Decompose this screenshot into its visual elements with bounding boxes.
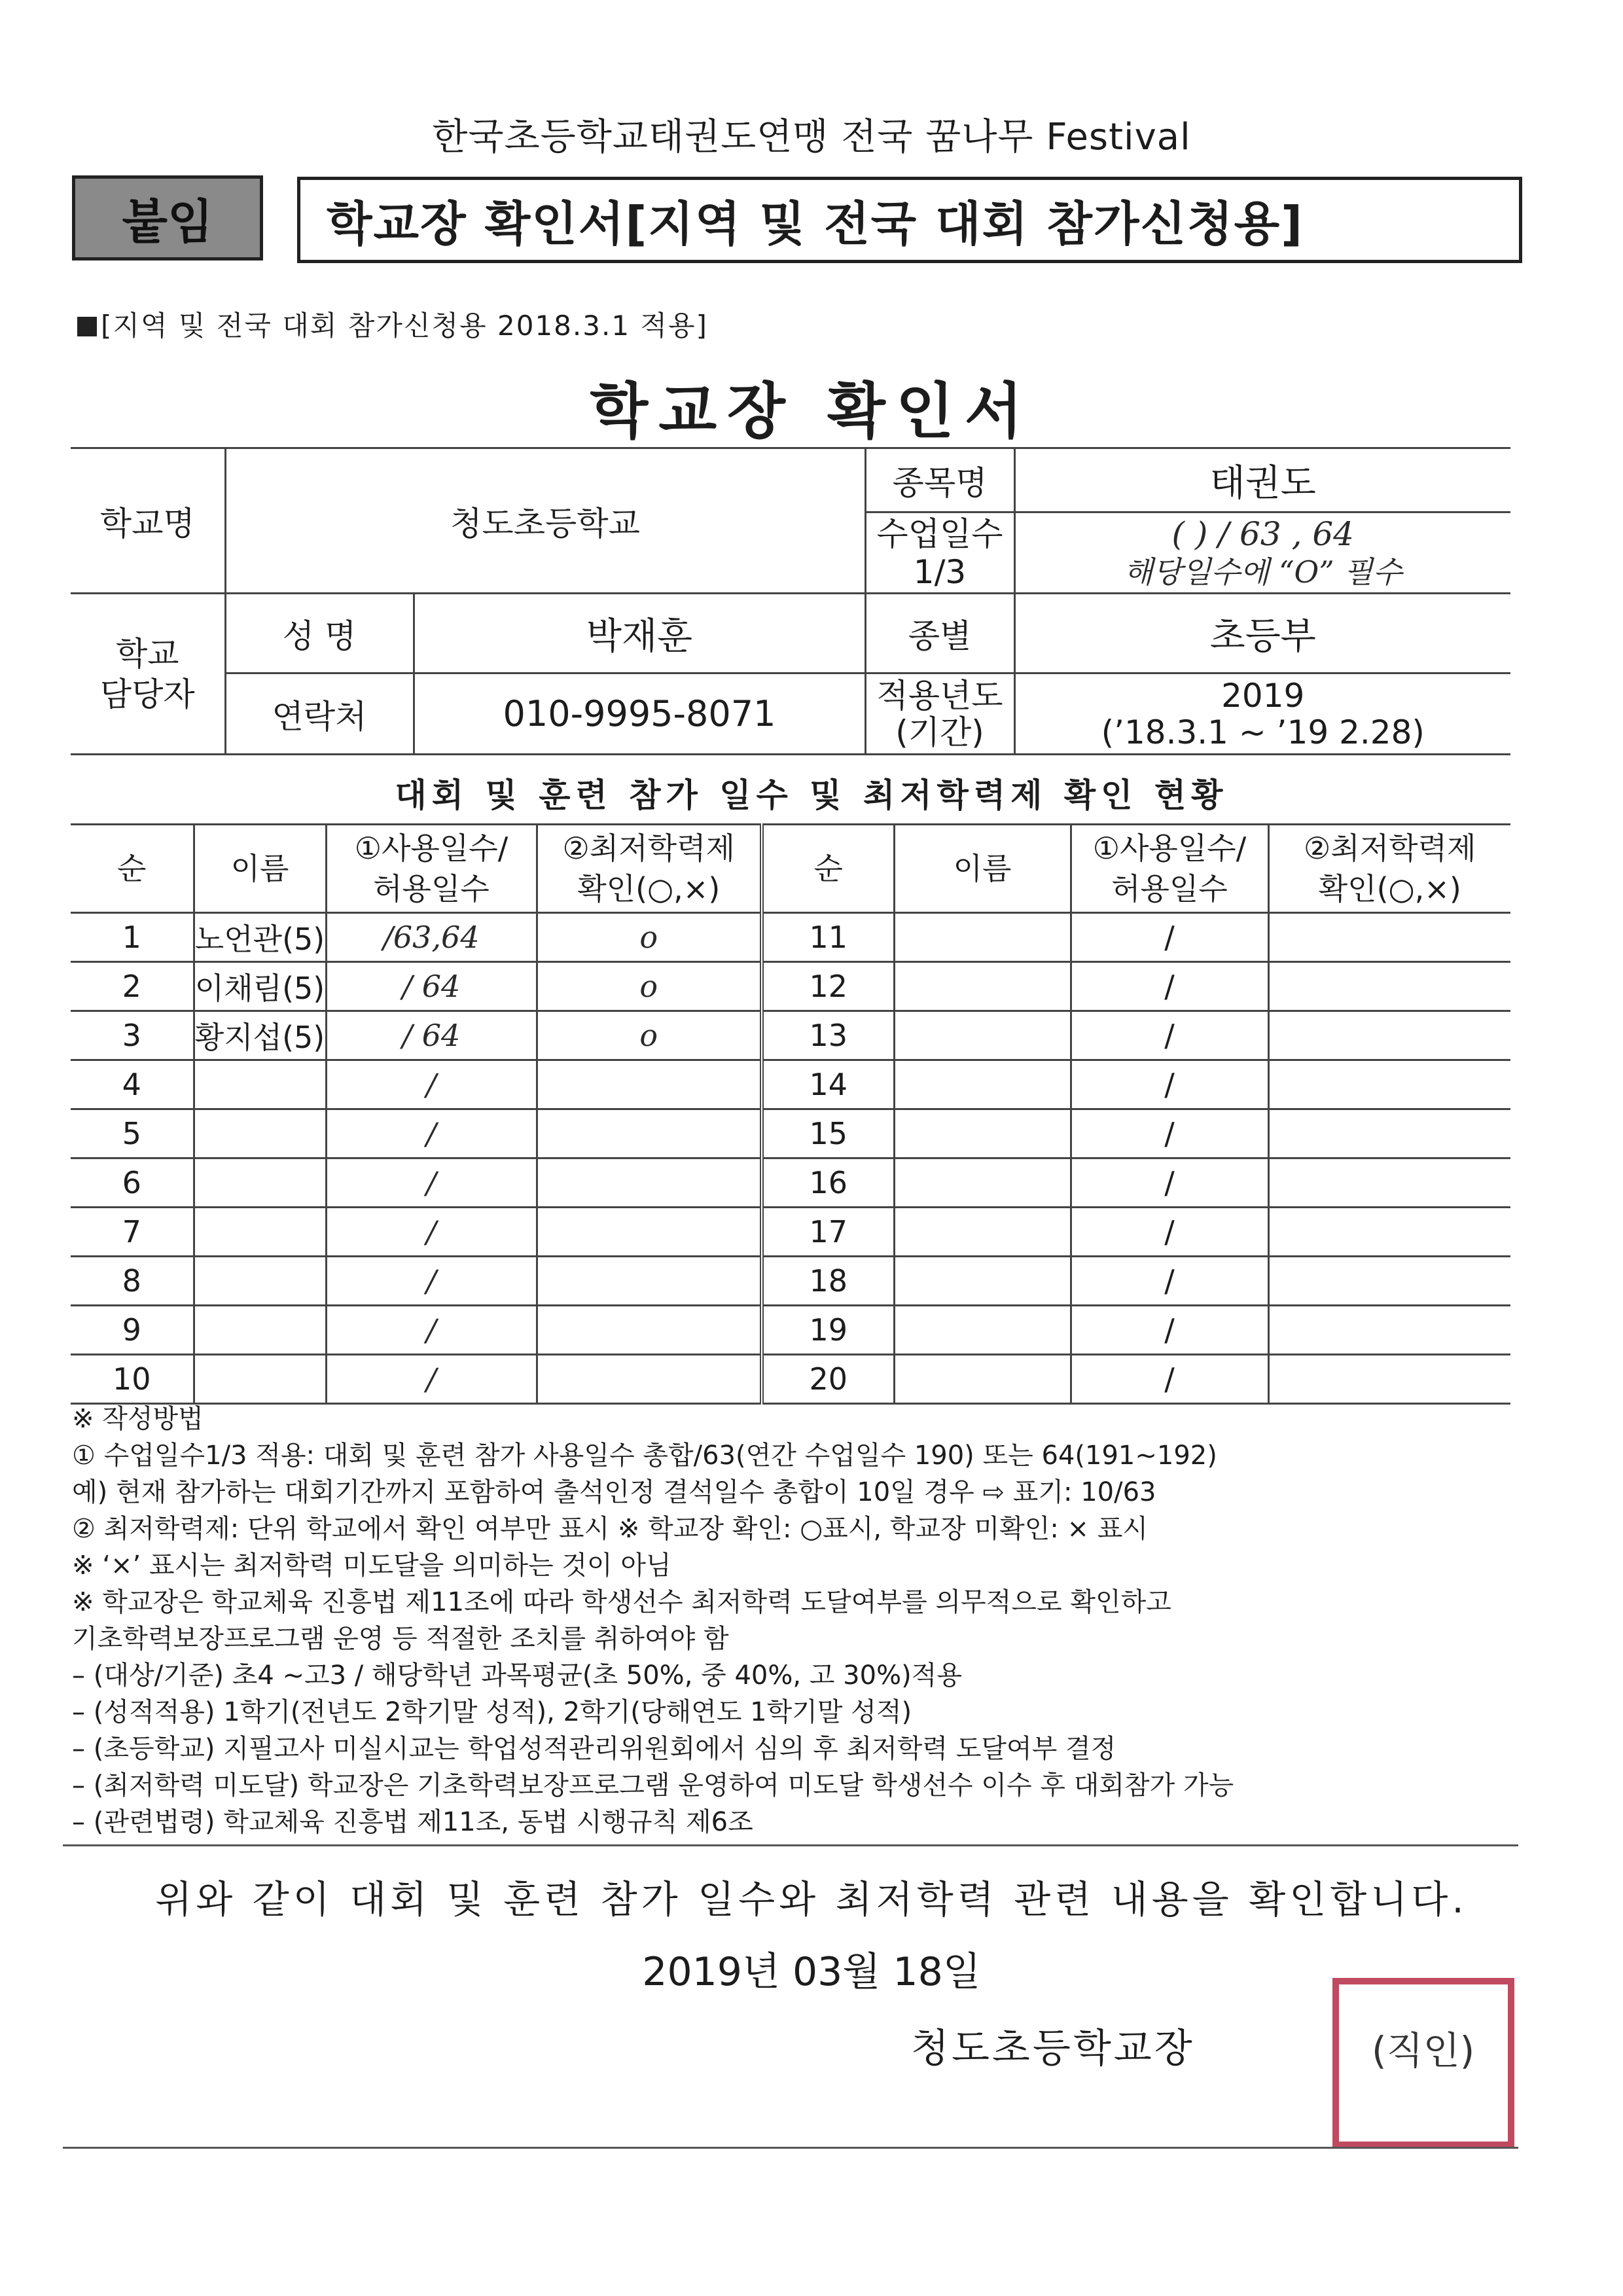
- sport-value: 태권도: [1014, 448, 1510, 512]
- row-days-2: /: [1071, 1158, 1268, 1208]
- note-line: ① 수업일수1/3 적용: 대회 및 훈련 참가 사용일수 총합/63(연간 수업일수 190) 또는 64(191~192): [72, 1441, 1217, 1471]
- header-min-2col-2: 확인(○,×): [1318, 871, 1461, 906]
- header-name: 이름: [194, 825, 326, 913]
- row-min: [537, 1060, 762, 1109]
- row-name-2: [894, 1158, 1071, 1208]
- manager-label-1: 학교: [115, 634, 179, 673]
- row-seq: 9: [71, 1306, 194, 1355]
- table-row: [71, 1355, 1510, 1404]
- row-days: /: [326, 1355, 537, 1404]
- row-min: [537, 1306, 762, 1355]
- row-days-2: /: [1071, 1109, 1268, 1158]
- year-label-1: 적용년도: [876, 676, 1003, 715]
- row-name: [194, 1109, 326, 1158]
- row-name: [194, 1355, 326, 1404]
- row-days: /: [326, 1306, 537, 1355]
- row-name-2: [894, 1109, 1071, 1158]
- header-days-2col: [1071, 825, 1268, 913]
- note-line: ※ 작성방법: [72, 1404, 204, 1434]
- row-name-2: [894, 1257, 1071, 1306]
- name-value: 박재훈: [414, 594, 865, 673]
- row-seq-2: 19: [762, 1306, 894, 1355]
- note-line: ② 최저학력제: 단위 학교에서 확인 여부만 표시 ※ 학교장 확인: ○표시, 학교장 미확인: × 표시: [72, 1514, 1149, 1544]
- note-line: – (초등학교) 지필고사 미실시교는 학업성적관리위원회에서 심의 후 최저학력 도달여부 결정: [72, 1734, 1116, 1764]
- row-seq: 10: [71, 1355, 194, 1404]
- table-row: [71, 1208, 1510, 1257]
- notes: [72, 1401, 1551, 1840]
- info-table: [71, 447, 1510, 755]
- row-min: o: [537, 913, 762, 962]
- row-min: [537, 1208, 762, 1257]
- subnote-text: [지역 및 전국 대회 참가신청용 2018.3.1 적용]: [101, 310, 708, 342]
- row-seq-2: 12: [762, 962, 894, 1011]
- row-name-2: [894, 1011, 1071, 1060]
- row-min-2: [1268, 1355, 1510, 1404]
- row-min: [537, 1158, 762, 1208]
- header-title: 학교장 확인서[지역 및 전국 대회 참가신청용]: [297, 177, 1522, 263]
- principal-name: 청도초등학교장: [911, 2026, 1195, 2072]
- row-name: [194, 1306, 326, 1355]
- row-min-2: [1268, 1158, 1510, 1208]
- school-label: 학교명: [71, 448, 225, 594]
- row-name: 이채림(5): [194, 962, 326, 1011]
- row-seq-2: 13: [762, 1011, 894, 1060]
- row-seq-2: 15: [762, 1109, 894, 1158]
- row-name: [194, 1158, 326, 1208]
- days-label-1: 수업일수: [876, 514, 1003, 553]
- header-days: [326, 825, 537, 913]
- days-label-2: 1/3: [913, 552, 967, 591]
- header-min: [537, 825, 762, 913]
- header-days-2col-2: 허용일수: [1111, 871, 1228, 906]
- header-days-2col-1: ①사용일수/: [1092, 831, 1247, 866]
- row-days-2: /: [1071, 1355, 1268, 1404]
- table-row: [71, 1011, 1510, 1060]
- table-row: [71, 1257, 1510, 1306]
- row-min-2: [1268, 962, 1510, 1011]
- row-days: /: [326, 1158, 537, 1208]
- row-min-2: [1268, 1208, 1510, 1257]
- days-note: 해당일수에 “O” 필수: [1124, 554, 1402, 590]
- days-value: [1014, 512, 1510, 594]
- row-days-2: /: [1071, 1060, 1268, 1109]
- contact-value: 010-9995-8071: [414, 673, 865, 755]
- header-days-2: 허용일수: [373, 871, 490, 906]
- sport-label: 종목명: [865, 448, 1014, 512]
- seal-mark: (직인): [1372, 2028, 1475, 2073]
- table-row: [71, 1306, 1510, 1355]
- table-row: [71, 1158, 1510, 1208]
- year-label: [865, 673, 1014, 755]
- row-min: [537, 1355, 762, 1404]
- row-seq: 6: [71, 1158, 194, 1208]
- row-min-2: [1268, 1060, 1510, 1109]
- note-line: 예) 현재 참가하는 대회기간까지 포함하여 출석인정 결석일수 총합이 10일 경우 ⇨ 표기: 10/63: [72, 1477, 1156, 1507]
- name-label: 성 명: [225, 594, 414, 673]
- category-value: 초등부: [1014, 594, 1510, 673]
- year-value-1: 2019: [1221, 676, 1305, 715]
- row-min: o: [537, 1011, 762, 1060]
- manager-label: [71, 594, 225, 755]
- row-seq: 4: [71, 1060, 194, 1109]
- header-min-2: 확인(○,×): [577, 871, 721, 906]
- table-row: [71, 913, 1510, 962]
- row-days: / 64: [326, 962, 537, 1011]
- header-days-1: ①사용일수/: [354, 831, 508, 866]
- row-days-2: /: [1071, 1208, 1268, 1257]
- row-name-2: [894, 1355, 1071, 1404]
- row-seq: 3: [71, 1011, 194, 1060]
- row-name-2: [894, 913, 1071, 962]
- row-name: [194, 1257, 326, 1306]
- confirm-text: 위와 같이 대회 및 훈련 참가 일수와 최저학력 관련 내용을 확인합니다.: [155, 1877, 1468, 1922]
- row-seq: 1: [71, 913, 194, 962]
- row-min: o: [537, 962, 762, 1011]
- row-name-2: [894, 1306, 1071, 1355]
- year-value-2: (’18.3.1 ~ ’19 2.28): [1101, 713, 1425, 751]
- row-min: [537, 1257, 762, 1306]
- row-days: /63,64: [326, 913, 537, 962]
- row-seq: 7: [71, 1208, 194, 1257]
- note-line: ※ ‘×’ 표시는 최저학력 미도달을 의미하는 것이 아님: [72, 1551, 671, 1581]
- row-name: 황지섭(5): [194, 1011, 326, 1060]
- row-days: / 64: [326, 1011, 537, 1060]
- document-title: 학교장 확인서: [590, 376, 1033, 446]
- row-min-2: [1268, 1257, 1510, 1306]
- row-seq: 8: [71, 1257, 194, 1306]
- category-label: 종별: [865, 594, 1014, 673]
- participation-table: [71, 823, 1510, 1405]
- header-seq: 순: [71, 825, 194, 913]
- attachment-badge: 붙임: [72, 175, 263, 260]
- table-row: [71, 1109, 1510, 1158]
- note-line: ※ 학교장은 학교체육 진흥법 제11조에 따라 학생선수 최저학력 도달여부를 의무적으로 확인하고: [72, 1587, 1171, 1617]
- row-days: /: [326, 1257, 537, 1306]
- note-line: – (성적적용) 1학기(전년도 2학기말 성적), 2학기(당해연도 1학기말 성적): [72, 1697, 912, 1727]
- row-min-2: [1268, 1306, 1510, 1355]
- header-min-2col-1: ②최저학력제: [1304, 831, 1476, 866]
- row-min: [537, 1109, 762, 1158]
- school-value: 청도초등학교: [225, 448, 865, 594]
- header-min-1: ②최저학력제: [562, 831, 735, 866]
- year-value: [1014, 673, 1510, 755]
- row-days-2: /: [1071, 962, 1268, 1011]
- section-title: 대회 및 훈련 참가 일수 및 최저학력제 확인 현황: [395, 776, 1228, 814]
- subnote: [77, 304, 708, 344]
- note-line: – (최저학력 미도달) 학교장은 기초학력보장프로그램 운영하여 미도달 학생선수 이수 후 대회참가 가능: [72, 1770, 1234, 1801]
- row-days: /: [326, 1208, 537, 1257]
- note-line: – (관련법령) 학교체육 진흥법 제11조, 동법 시행규칙 제6조: [72, 1807, 753, 1837]
- note-line: 기초학력보장프로그램 운영 등 적절한 조치를 취하여야 함: [72, 1624, 729, 1654]
- row-seq: 5: [71, 1109, 194, 1158]
- contact-label: 연락처: [225, 673, 414, 755]
- row-seq-2: 20: [762, 1355, 894, 1404]
- table-row: [71, 1060, 1510, 1109]
- festival-title: 한국초등학교태권도연맹 전국 꿈나무 Festival: [432, 116, 1191, 158]
- days-value-text: ( ) / 63 , 64: [1171, 514, 1354, 553]
- row-seq: 2: [71, 962, 194, 1011]
- header-min-2col: [1268, 825, 1510, 913]
- days-label: [865, 512, 1014, 594]
- row-days-2: /: [1071, 1011, 1268, 1060]
- row-name: 노언관(5): [194, 913, 326, 962]
- header-seq-2: 순: [762, 825, 894, 913]
- row-name: [194, 1060, 326, 1109]
- row-days: /: [326, 1109, 537, 1158]
- row-name: [194, 1208, 326, 1257]
- date-text: 2019년 03월 18일: [642, 1949, 981, 1995]
- row-seq-2: 14: [762, 1060, 894, 1109]
- row-min-2: [1268, 913, 1510, 962]
- manager-label-2: 담당자: [99, 675, 195, 713]
- row-seq-2: 17: [762, 1208, 894, 1257]
- row-days-2: /: [1071, 1257, 1268, 1306]
- row-seq-2: 18: [762, 1257, 894, 1306]
- table-row: [71, 962, 1510, 1011]
- row-days-2: /: [1071, 913, 1268, 962]
- row-name-2: [894, 1060, 1071, 1109]
- square-bullet-icon: [77, 317, 97, 336]
- row-seq-2: 11: [762, 913, 894, 962]
- header-name-2: 이름: [894, 825, 1071, 913]
- divider-bottom: [63, 2147, 1518, 2149]
- row-days: /: [326, 1060, 537, 1109]
- row-days-2: /: [1071, 1306, 1268, 1355]
- row-min-2: [1268, 1109, 1510, 1158]
- row-min-2: [1268, 1011, 1510, 1060]
- row-seq-2: 16: [762, 1158, 894, 1208]
- row-name-2: [894, 962, 1071, 1011]
- row-name-2: [894, 1208, 1071, 1257]
- divider: [63, 1844, 1518, 1846]
- note-line: – (대상/기준) 초4 ~고3 / 해당학년 과목평균(초 50%, 중 40%, 고 30%)적용: [72, 1660, 962, 1691]
- year-label-2: (기간): [895, 713, 984, 751]
